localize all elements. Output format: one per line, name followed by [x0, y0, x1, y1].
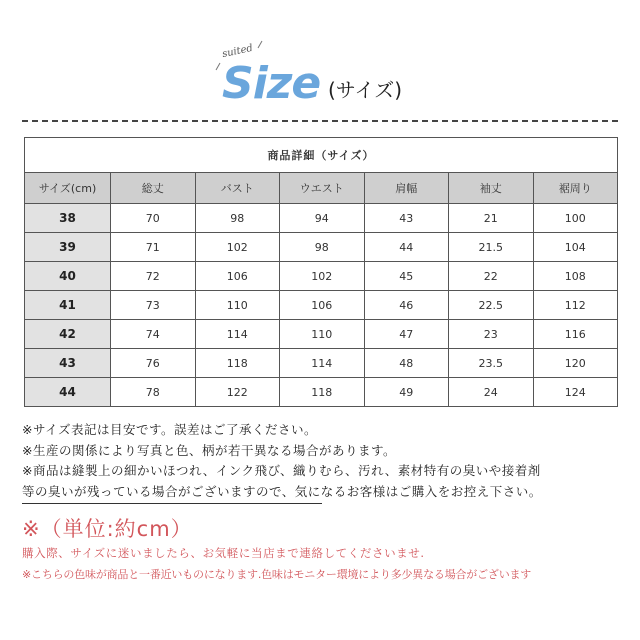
- table-cell: 23.5: [449, 349, 534, 378]
- table-cell: 118: [195, 349, 280, 378]
- table-cell: 48: [364, 349, 449, 378]
- column-header: バスト: [195, 173, 280, 204]
- size-cell: 42: [25, 320, 111, 349]
- note-line: ※サイズ表記は目安です。誤差はご了承ください。: [22, 422, 317, 437]
- size-cell: 39: [25, 233, 111, 262]
- table-cell: 118: [280, 378, 365, 407]
- table-cell: 44: [364, 233, 449, 262]
- column-header: 総丈: [111, 173, 196, 204]
- table-cell: 46: [364, 291, 449, 320]
- column-header: サイズ(cm): [25, 173, 111, 204]
- table-cell: 22: [449, 262, 534, 291]
- column-header: 肩幅: [364, 173, 449, 204]
- note-line: 等の臭いが残っている場合がございますので、気になるお客様はご購入をお控え下さい。: [22, 483, 542, 499]
- suited-tag: suited: [221, 42, 254, 61]
- dashed-divider: [22, 120, 618, 122]
- table-row: [25, 378, 618, 407]
- table-cell: 98: [195, 204, 280, 233]
- table-header-row: [25, 173, 618, 204]
- table-cell: 22.5: [449, 291, 534, 320]
- table-row: [25, 233, 618, 262]
- table-row: [25, 320, 618, 349]
- table-row: [25, 262, 618, 291]
- column-header: 袖丈: [449, 173, 534, 204]
- table-cell: 47: [364, 320, 449, 349]
- table-cell: 120: [533, 349, 618, 378]
- size-cell: 41: [25, 291, 111, 320]
- table-cell: 70: [111, 204, 196, 233]
- size-title: Size: [222, 58, 321, 109]
- table-cell: 102: [280, 262, 365, 291]
- size-cell: 44: [25, 378, 111, 407]
- table-cell: 23: [449, 320, 534, 349]
- column-header: 裾周り: [533, 173, 618, 204]
- table-cell: 76: [111, 349, 196, 378]
- table-cell: 102: [195, 233, 280, 262]
- table-cell: 100: [533, 204, 618, 233]
- table-cell: 112: [533, 291, 618, 320]
- table-cell: 106: [195, 262, 280, 291]
- decor-line: [258, 41, 263, 48]
- table-title-row: [25, 138, 618, 173]
- table-cell: 71: [111, 233, 196, 262]
- page-header: [0, 0, 640, 120]
- table-cell: 110: [195, 291, 280, 320]
- table-cell: 73: [111, 291, 196, 320]
- table-cell: 24: [449, 378, 534, 407]
- table-row: [25, 349, 618, 378]
- note-line: ※商品は縫製上の細かいほつれ、インク飛び、織りむら、汚れ、素材特有の臭いや接着剤: [22, 463, 541, 478]
- table-cell: 21.5: [449, 233, 534, 262]
- table-cell: 108: [533, 262, 618, 291]
- size-table: [24, 137, 618, 407]
- table-cell: 78: [111, 378, 196, 407]
- size-cell: 43: [25, 349, 111, 378]
- contact-note: 購入際、サイズに迷いましたら、お気軽に当店まで連絡してくださいませ.: [22, 546, 425, 560]
- notes: [22, 420, 622, 502]
- table-row: [25, 291, 618, 320]
- table-title: 商品詳細（サイズ）: [25, 138, 618, 173]
- table-cell: 114: [280, 349, 365, 378]
- table-cell: 74: [111, 320, 196, 349]
- table-cell: 98: [280, 233, 365, 262]
- table-cell: 72: [111, 262, 196, 291]
- color-note: ※こちらの色味が商品と一番近いものになります.色味はモニター環境により多少異なる場合がございます: [22, 568, 532, 581]
- table-cell: 94: [280, 204, 365, 233]
- decor-line: [216, 63, 221, 70]
- table-cell: 114: [195, 320, 280, 349]
- table-cell: 116: [533, 320, 618, 349]
- table-cell: 21: [449, 204, 534, 233]
- table-cell: 124: [533, 378, 618, 407]
- table-cell: 43: [364, 204, 449, 233]
- table-cell: 110: [280, 320, 365, 349]
- note-underline: [22, 503, 322, 504]
- table-cell: 122: [195, 378, 280, 407]
- size-subtitle: (サイズ): [328, 78, 403, 102]
- size-cell: 38: [25, 204, 111, 233]
- note-line: ※生産の関係により写真と色、柄が若干異なる場合があります。: [22, 442, 396, 458]
- table-cell: 49: [364, 378, 449, 407]
- table-cell: 106: [280, 291, 365, 320]
- column-header: ウエスト: [280, 173, 365, 204]
- table-cell: 45: [364, 262, 449, 291]
- table-row: [25, 204, 618, 233]
- unit-note: ※（単位:約cm）: [22, 517, 193, 541]
- table-cell: 104: [533, 233, 618, 262]
- size-cell: 40: [25, 262, 111, 291]
